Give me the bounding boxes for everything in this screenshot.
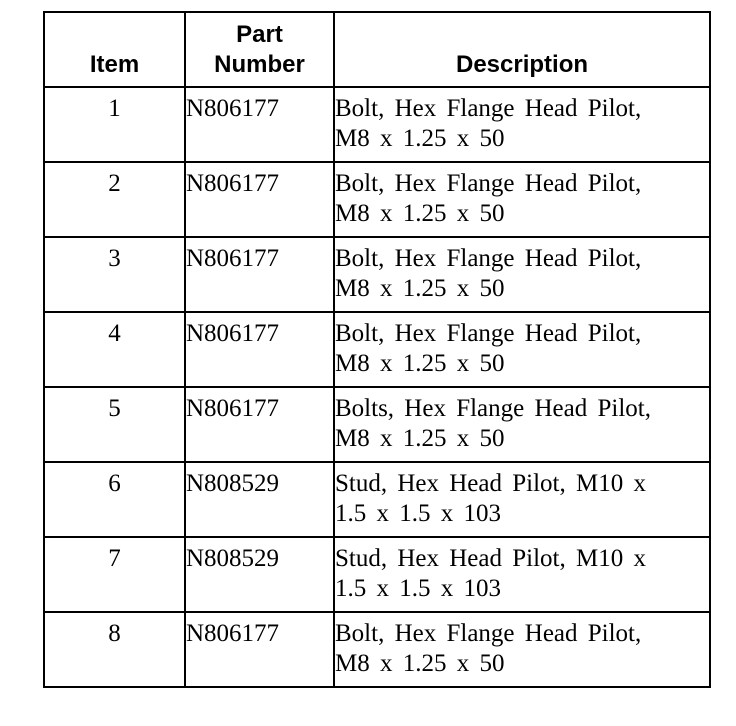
- item-cell: 6: [44, 462, 185, 537]
- item-header-label: Item: [89, 51, 140, 78]
- table-row: [44, 612, 710, 687]
- table-row: [44, 312, 710, 387]
- part-number-cell: N806177: [185, 162, 334, 237]
- item-cell: 2: [44, 162, 185, 237]
- part-number-cell: N808529: [185, 537, 334, 612]
- description-cell: [334, 612, 710, 687]
- part-number-cell: N806177: [185, 87, 334, 162]
- table-row: [44, 387, 710, 462]
- description-line2: M8 x 1.25 x 50: [335, 200, 505, 227]
- item-cell: 8: [44, 612, 185, 687]
- description-column-header: [334, 12, 710, 87]
- description-line2: M8 x 1.25 x 50: [335, 650, 505, 677]
- part-number-cell: N806177: [185, 612, 334, 687]
- description-cell: [334, 537, 710, 612]
- description-line1: Bolt, Hex Flange Head Pilot,: [335, 620, 642, 647]
- part-number-cell: N806177: [185, 312, 334, 387]
- parts-table: [43, 11, 711, 688]
- description-line1: Bolt, Hex Flange Head Pilot,: [335, 320, 642, 347]
- table-row: [44, 162, 710, 237]
- part-number-cell: N808529: [185, 462, 334, 537]
- description-line1: Bolts, Hex Flange Head Pilot,: [335, 395, 651, 422]
- description-line1: Stud, Hex Head Pilot, M10 x: [335, 470, 646, 497]
- item-cell: 5: [44, 387, 185, 462]
- description-line2: 1.5 x 1.5 x 103: [335, 575, 501, 602]
- description-line1: Bolt, Hex Flange Head Pilot,: [335, 245, 642, 272]
- part-number-header-line2: Number: [214, 51, 305, 78]
- table-header: [44, 12, 710, 87]
- item-cell: 1: [44, 87, 185, 162]
- table-row: [44, 237, 710, 312]
- part-number-cell: N806177: [185, 237, 334, 312]
- description-line2: M8 x 1.25 x 50: [335, 350, 505, 377]
- part-number-header-line1: Part: [236, 21, 283, 48]
- table-body: [44, 87, 710, 687]
- header-row: [44, 12, 710, 87]
- part-number-cell: N806177: [185, 387, 334, 462]
- description-line2: M8 x 1.25 x 50: [335, 125, 505, 152]
- table-row: [44, 87, 710, 162]
- table-row: [44, 462, 710, 537]
- item-column-header: [44, 12, 185, 87]
- description-header-label: Description: [455, 51, 589, 78]
- table-row: [44, 537, 710, 612]
- description-line1: Bolt, Hex Flange Head Pilot,: [335, 170, 642, 197]
- description-cell: [334, 237, 710, 312]
- description-cell: [334, 162, 710, 237]
- description-cell: [334, 87, 710, 162]
- description-line1: Stud, Hex Head Pilot, M10 x: [335, 545, 646, 572]
- item-cell: 3: [44, 237, 185, 312]
- description-line1: Bolt, Hex Flange Head Pilot,: [335, 95, 642, 122]
- description-cell: [334, 312, 710, 387]
- description-line2: M8 x 1.25 x 50: [335, 425, 505, 452]
- part-number-column-header: [185, 12, 334, 87]
- description-cell: [334, 387, 710, 462]
- item-cell: 4: [44, 312, 185, 387]
- description-cell: [334, 462, 710, 537]
- description-line2: M8 x 1.25 x 50: [335, 275, 505, 302]
- description-line2: 1.5 x 1.5 x 103: [335, 500, 501, 527]
- item-cell: 7: [44, 537, 185, 612]
